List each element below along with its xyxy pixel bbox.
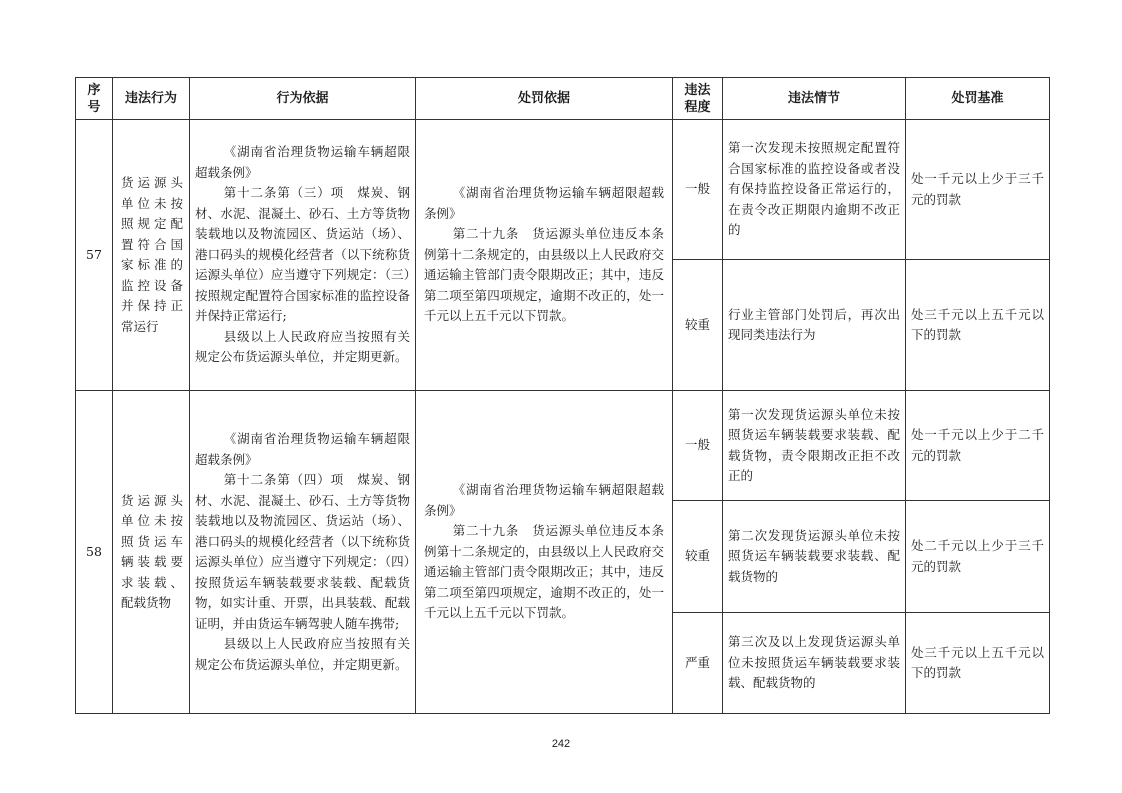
row-58-standard-1: 处一千元以上少于二千元的罚款 — [906, 391, 1050, 501]
row-58-circumstance-3: 第三次及以上发现货运源头单位未按照货运车辆装载要求装载、配载货物的 — [723, 613, 906, 714]
row-57-seq: 57 — [76, 120, 113, 391]
row-58-seq: 58 — [76, 391, 113, 714]
header-basis: 行为依据 — [190, 78, 416, 120]
page-number: 242 — [551, 738, 571, 750]
row-57-basis-clause: 第十二条第（三）项 煤炭、钢材、水泥、混凝土、砂石、土方等货物装载地以及物流园区、货运站（场）、港口码头的规模化经营者（以下统称货运源头单位）应当遵守下列规定：（三）按照规定配置符合国家标准的监控设备并保持正常运行; — [195, 185, 410, 324]
row-58-standard-2: 处二千元以上少于三千元的罚款 — [906, 501, 1050, 613]
row-58-standard-3: 处三千元以上五千元以下的罚款 — [906, 613, 1050, 714]
header-degree: 违法程度 — [673, 78, 723, 120]
row-58-circumstance-1: 第一次发现货运源头单位未按照货运车辆装载要求装载、配载货物，责令限期改正拒不改正的 — [723, 391, 906, 501]
row-57-basis-tail: 县级以上人民政府应当按照有关规定公布货运源头单位，并定期更新。 — [195, 328, 410, 365]
header-row — [76, 78, 1050, 120]
penalty-standards-table — [75, 77, 1050, 714]
header-penalty-basis: 处罚依据 — [416, 78, 673, 120]
row-57-degree-2: 较重 — [673, 260, 723, 391]
row-58-basis-clause: 第十二条第（四）项 煤炭、钢材、水泥、混凝土、砂石、土方等货物装载地以及物流园区、货运站（场）、港口码头的规模化经营者（以下统称货运源头单位）应当遵守下列规定：（四）按照货运车辆装载要求装载、配载货物，如实计重、开票，出具装载、配载证明，并由货运车辆驾驶人随车携带; — [195, 472, 410, 631]
row-58-violation: 货运源头单位未按照货运车辆装载要求装载、配载货物 — [113, 391, 190, 714]
row-57-circumstance-2: 行业主管部门处罚后，再次出现同类违法行为 — [723, 260, 906, 391]
row-58-degree-3: 严重 — [673, 613, 723, 714]
row-57-basis-title: 《湖南省治理货物运输车辆超限超载条例》 — [195, 144, 410, 180]
row-58-penalty-title: 《湖南省治理货物运输车辆超限超载条例》 — [424, 482, 664, 518]
row-58-basis-tail: 县级以上人民政府应当按照有关规定公布货运源头单位，并定期更新。 — [195, 636, 410, 672]
row-57-penalty — [416, 120, 673, 391]
table-row — [76, 120, 1050, 260]
row-58-circumstance-2: 第二次发现货运源头单位未按照货运车辆装载要求装载、配载货物的 — [723, 501, 906, 613]
row-57-standard-1: 处一千元以上少于三千元的罚款 — [906, 120, 1050, 260]
row-58-degree-1: 一般 — [673, 391, 723, 501]
row-57-circumstance-1: 第一次发现未按照规定配置符合国家标准的监控设备或者没有保持监控设备正常运行的，在责令改正期限内逾期不改正的 — [723, 120, 906, 260]
table-row — [76, 391, 1050, 501]
row-57-standard-2: 处三千元以上五千元以下的罚款 — [906, 260, 1050, 391]
row-57-violation: 货运源头单位未按照规定配置符合国家标准的监控设备并保持正常运行 — [113, 120, 190, 391]
row-58-degree-2: 较重 — [673, 501, 723, 613]
row-57-degree-1: 一般 — [673, 120, 723, 260]
row-58-basis-title: 《湖南省治理货物运输车辆超限超载条例》 — [195, 431, 410, 467]
header-seq: 序号 — [76, 78, 113, 120]
row-58-basis — [190, 391, 416, 714]
row-58-penalty — [416, 391, 673, 714]
row-57-penalty-text: 第二十九条 货运源头单位违反本条例第十二条规定的，由县级以上人民政府交通运输主管部门责令限期改正；其中，违反第二项至第四项规定，逾期不改正的，处一千元以上五千元以下罚款。 — [424, 226, 664, 324]
row-57-penalty-title: 《湖南省治理货物运输车辆超限超载条例》 — [424, 185, 664, 221]
row-58-penalty-text: 第二十九条 货运源头单位违反本条例第十二条规定的，由县级以上人民政府交通运输主管部门责令限期改正；其中，违反第二项至第四项规定，逾期不改正的，处一千元以上五千元以下罚款。 — [424, 523, 664, 621]
row-57-basis — [190, 120, 416, 391]
header-circumstance: 违法情节 — [723, 78, 906, 120]
header-violation: 违法行为 — [113, 78, 190, 120]
header-standard: 处罚基准 — [906, 78, 1050, 120]
